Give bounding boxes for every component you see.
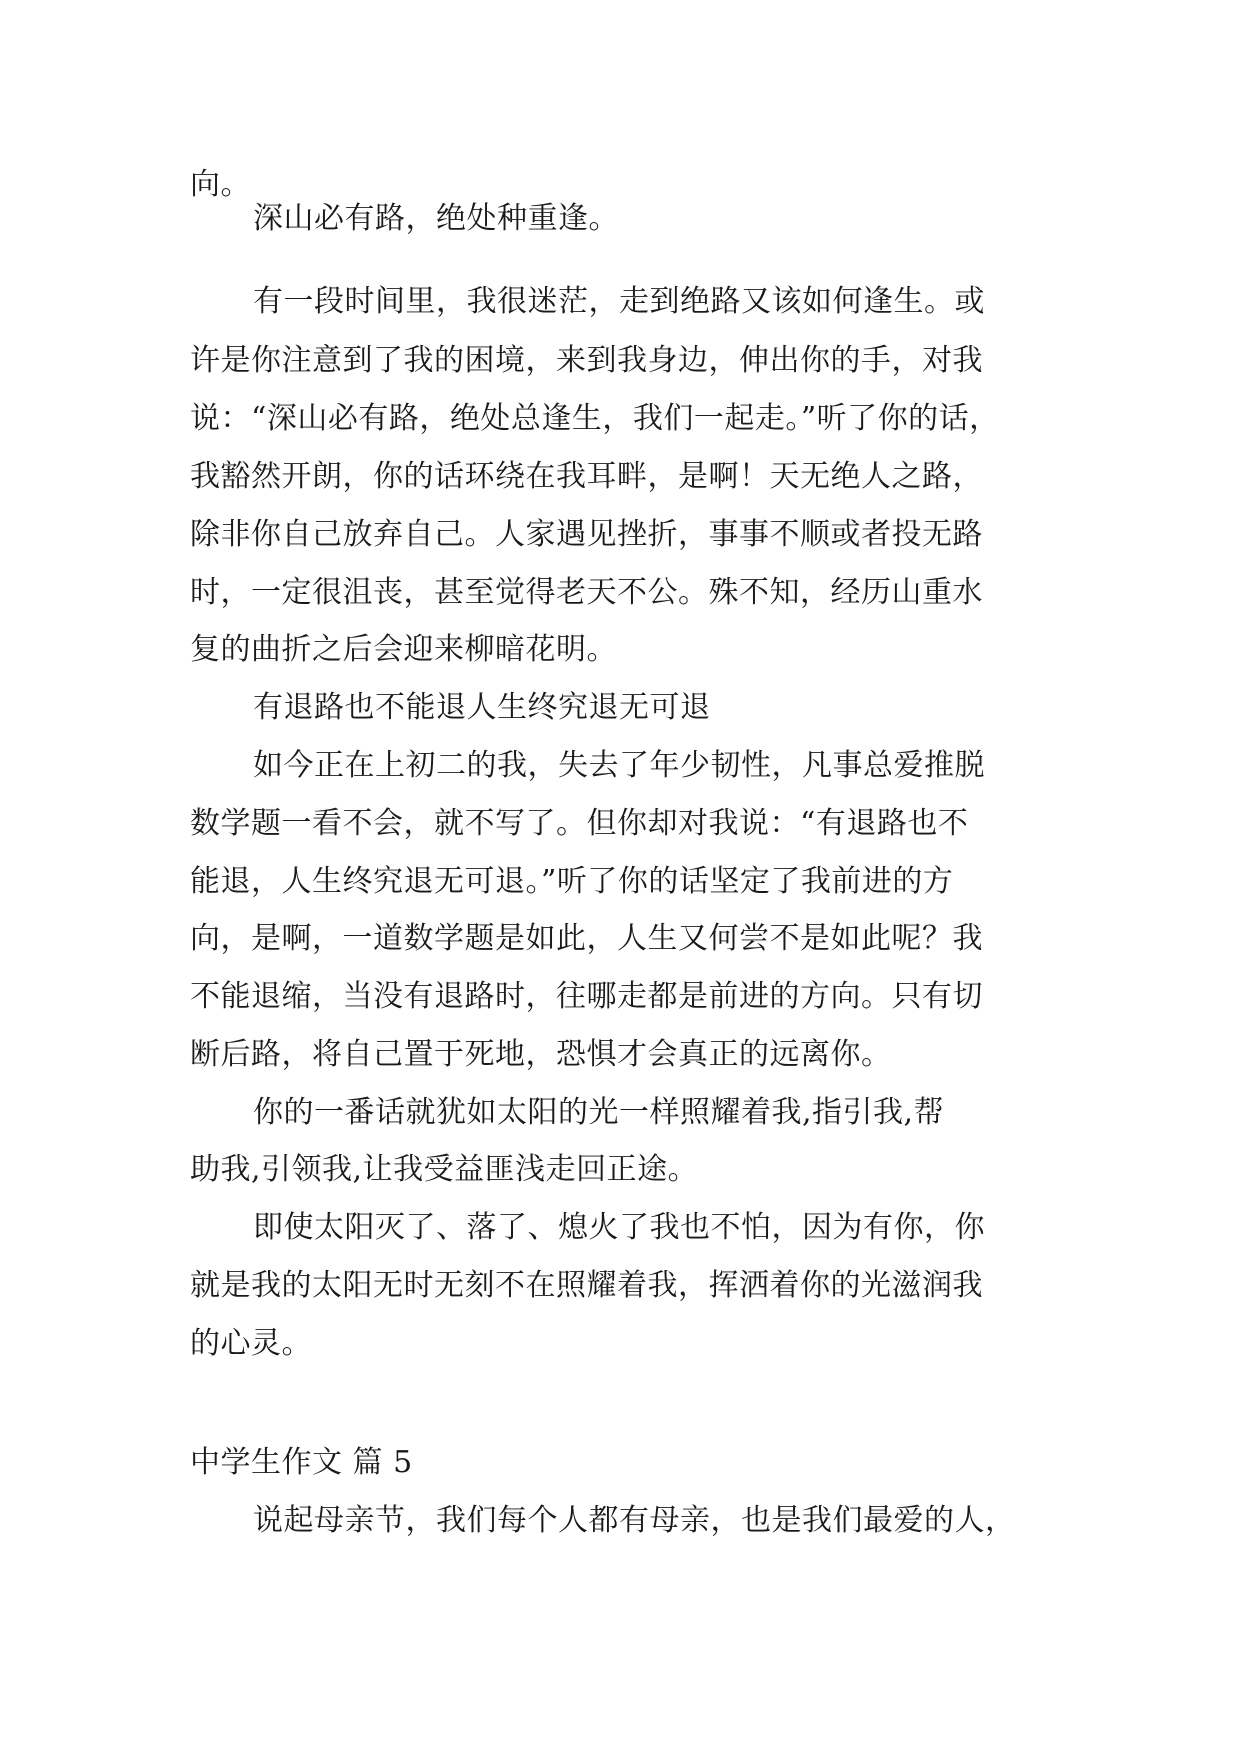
text-line: 有一段时间里，我很迷茫，走到绝路又该如何逢生。或 <box>253 284 985 319</box>
text-line: 的心灵。 <box>190 1326 312 1361</box>
text-line: 即使太阳灭了、落了、熄火了我也不怕，因为有你，你 <box>253 1210 985 1245</box>
text-line: 说起母亲节，我们每个人都有母亲，也是我们最爱的人， <box>253 1503 1016 1538</box>
text-line: 向，是啊，一道数学题是如此，人生又何尝不是如此呢？我 <box>190 921 983 956</box>
text-line: 不能退缩，当没有退路时，往哪走都是前进的方向。只有切 <box>190 979 983 1014</box>
text-line: 能退，人生终究退无可退。”听了你的话坚定了我前进的方 <box>190 864 954 899</box>
text-line: 说：“深山必有路，绝处总逢生，我们一起走。”听了你的话， <box>190 401 1000 436</box>
text-line: 向。 <box>190 167 251 202</box>
text-line: 就是我的太阳无时无刻不在照耀着我，挥洒着你的光滋润我 <box>190 1268 983 1303</box>
text-line: 复的曲折之后会迎来柳暗花明。 <box>190 632 617 667</box>
text-line: 如今正在上初二的我，失去了年少韧性，凡事总爱推脱 <box>253 748 985 783</box>
section-title: 中学生作文 篇 5 <box>190 1445 413 1480</box>
text-line: 我豁然开朗，你的话环绕在我耳畔，是啊！天无绝人之路， <box>190 459 983 494</box>
text-line: 除非你自己放弃自己。人家遇见挫折，事事不顺或者投无路 <box>190 517 983 552</box>
text-line: 断后路，将自己置于死地，恐惧才会真正的远离你。 <box>190 1037 892 1072</box>
text-line: 助我,引领我,让我受益匪浅走回正途。 <box>190 1152 699 1187</box>
text-line: 有退路也不能退人生终究退无可退 <box>253 690 711 725</box>
text-line: 时，一定很沮丧，甚至觉得老天不公。殊不知，经历山重水 <box>190 575 983 610</box>
text-line: 许是你注意到了我的困境，来到我身边，伸出你的手，对我 <box>190 343 983 378</box>
text-line: 数学题一看不会，就不写了。但你却对我说：“有退路也不 <box>190 806 969 841</box>
text-line: 深山必有路，绝处种重逢。 <box>253 201 619 236</box>
text-line: 你的一番话就犹如太阳的光一样照耀着我,指引我,帮 <box>253 1095 945 1130</box>
